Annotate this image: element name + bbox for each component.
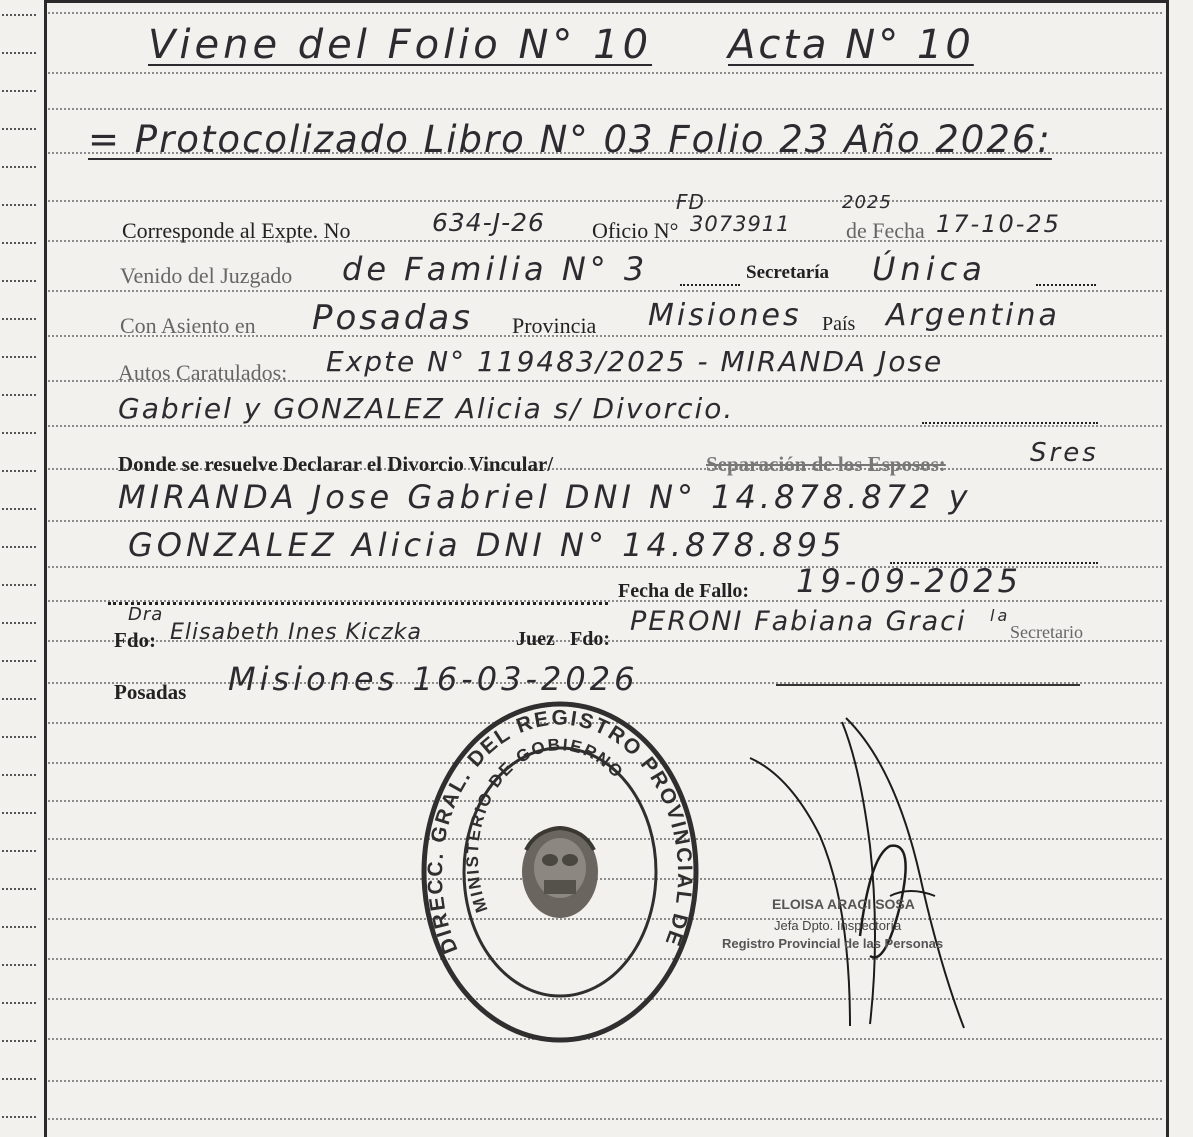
margin-tick <box>2 128 36 130</box>
fdo2-label: Fdo: <box>570 628 610 650</box>
ruled-line <box>48 1080 1162 1082</box>
fallo-dots <box>108 602 608 605</box>
margin-tick <box>2 1002 36 1004</box>
donde-label: Donde se resuelve Declarar el Divorcio Vincular/ <box>118 452 554 476</box>
margin-tick <box>2 356 36 358</box>
secretaria-dots <box>1036 284 1096 286</box>
pais-label: País <box>822 313 856 335</box>
provincia-label: Provincia <box>512 313 597 338</box>
margin-tick <box>2 90 36 92</box>
signature-office: Registro Provincial de las Personas <box>722 936 944 951</box>
margin-tick <box>2 204 36 206</box>
corresponde-value: 634-J-26 <box>432 208 545 237</box>
juez-value: Elisabeth Ines Kiczka <box>170 620 422 645</box>
de-fecha-value: 17-10-25 <box>936 210 1061 238</box>
fecha-fallo-value: 19-09-2025 <box>796 562 1022 600</box>
lugar-line <box>776 684 1080 686</box>
margin-tick <box>2 736 36 738</box>
asiento-value: Posadas <box>312 298 473 338</box>
lugar-label: Posadas <box>114 680 187 704</box>
secretario-value: PERONI Fabiana Graci <box>630 606 967 637</box>
fecha-fallo-label: Fecha de Fallo: <box>618 580 750 602</box>
margin-tick <box>2 1116 36 1118</box>
donde-value: Sres <box>1030 438 1099 468</box>
margin-tick <box>2 660 36 662</box>
autos-dots <box>922 422 1098 424</box>
top-border-line <box>44 0 1169 3</box>
margin-tick <box>2 622 36 624</box>
signature-scribble <box>720 706 1030 1036</box>
coat-of-arms-icon <box>522 826 598 918</box>
venido-label: Venido del Juzgado <box>120 263 293 288</box>
official-seal <box>418 700 702 1044</box>
seal-svg <box>418 700 702 1044</box>
margin-tick <box>2 812 36 814</box>
oficio-label: Oficio N° <box>592 218 679 243</box>
margin-tick <box>2 774 36 776</box>
fdo-label: Fdo: <box>114 628 156 652</box>
autos-label: Autos Caratulados: <box>118 360 288 385</box>
margin-tick <box>2 242 36 244</box>
margin-tick <box>2 394 36 396</box>
ruled-line <box>48 520 1162 522</box>
margin-tick <box>2 850 36 852</box>
margin-tick <box>2 964 36 966</box>
autos-value-line-2: Gabriel y GONZALEZ Alicia s/ Divorcio. <box>118 392 735 425</box>
provincia-value: Misiones <box>648 298 802 333</box>
ruled-line <box>48 425 1162 427</box>
ruled-line <box>48 72 1162 74</box>
margin-tick <box>2 1078 36 1080</box>
oficio-year: 2025 <box>842 192 892 213</box>
margin-tick <box>2 166 36 168</box>
juez-prefix: Dra <box>128 604 164 625</box>
secretaria-value: Única <box>872 250 987 288</box>
viene-del-folio: Viene del Folio N° 10 <box>148 22 653 68</box>
margin-tick <box>2 546 36 548</box>
margin-tick <box>2 318 36 320</box>
margin-tick <box>2 14 36 16</box>
autos-value-line-1: Expte N° 119483/2025 - MIRANDA Jose <box>326 345 944 378</box>
party-1: MIRANDA Jose Gabriel DNI N° 14.878.872 y <box>118 478 972 516</box>
acta-number: Acta N° 10 <box>728 22 974 68</box>
seal-inner-text: MINISTERIO DE GOBIERNO <box>462 734 628 916</box>
de-fecha-label: de Fecha <box>846 218 925 243</box>
margin-tick <box>2 508 36 510</box>
asiento-label: Con Asiento en <box>120 313 256 338</box>
margin-tick <box>2 52 36 54</box>
secretaria-label: Secretaría <box>746 262 829 283</box>
oficio-value: 3073911 <box>690 212 791 236</box>
ruled-line <box>48 108 1162 110</box>
margin-tick <box>2 280 36 282</box>
venido-dots <box>680 284 740 286</box>
party-2: GONZALEZ Alicia DNI N° 14.878.895 <box>128 526 846 564</box>
secretario-suffix: la <box>990 606 1011 625</box>
left-margin <box>0 0 44 1137</box>
margin-tick <box>2 1040 36 1042</box>
protocolizado-line: = Protocolizado Libro N° 03 Folio 23 Año 2026: <box>88 118 1052 161</box>
signature-name: ELOISA ARACI SOSA <box>772 896 915 912</box>
margin-line <box>44 0 47 1137</box>
corresponde-label: Corresponde al Expte. No <box>122 218 351 243</box>
margin-tick <box>2 888 36 890</box>
juez-label: Juez <box>516 628 555 650</box>
signature-role: Jefa Dpto. Inspectoría <box>774 918 902 933</box>
lugar-value: Misiones 16-03-2026 <box>228 660 639 698</box>
margin-tick <box>2 926 36 928</box>
right-border-line <box>1166 0 1169 1137</box>
seal-outer-text: DIRECC. GRAL. DEL REGISTRO PROVINCIAL DE <box>423 706 697 957</box>
ruled-line <box>48 1118 1162 1120</box>
signature-block <box>720 706 1030 1036</box>
ruled-line <box>48 200 1162 202</box>
ruled-line <box>48 12 1162 14</box>
ruled-line <box>48 290 1162 292</box>
margin-tick <box>2 432 36 434</box>
venido-value: de Familia N° 3 <box>342 250 649 288</box>
secretario-label: Secretario <box>1010 622 1083 642</box>
donde-struck: Separación de los Esposos: <box>706 452 946 476</box>
margin-tick <box>2 470 36 472</box>
pais-value: Argentina <box>886 298 1060 333</box>
oficio-superscript: FD <box>676 190 705 214</box>
margin-tick <box>2 698 36 700</box>
margin-tick <box>2 584 36 586</box>
